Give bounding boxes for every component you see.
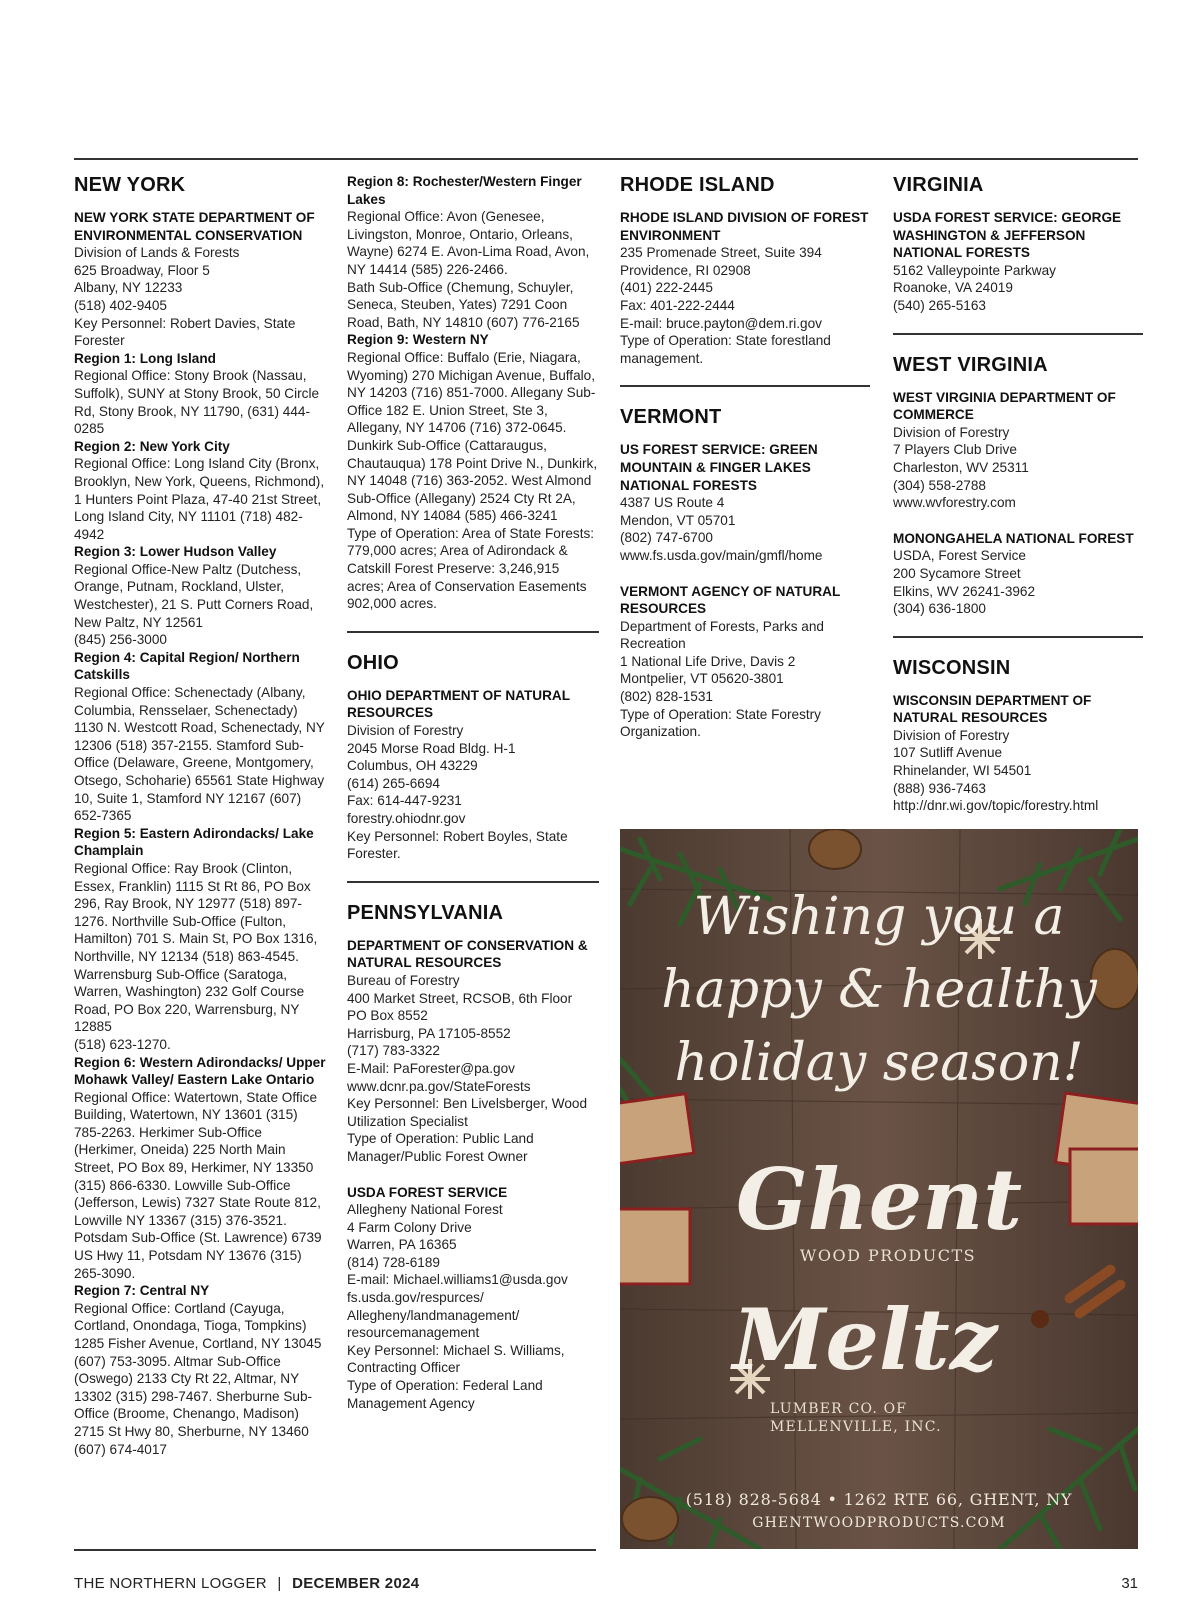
- organization-name: RHODE ISLAND DIVISION OF FOREST ENVIRONMENT: [620, 210, 869, 243]
- listing-text: Key Personnel: Robert Boyles, State Forester.: [347, 828, 568, 862]
- column-virginia-wv-wisconsin: [893, 173, 1143, 815]
- listing-text: Regional Office: Long Island City (Bronx, Brooklyn, New York, Queens, Richmond), 1 Hunters Point Plaza, 47-40 21st Street, Long Island City, NY 11101 (718) 482-4942: [74, 456, 325, 542]
- listing-text: (518) 402-9405: [74, 297, 167, 313]
- region-heading: Region 5: Eastern Adirondacks/ Lake Champlain: [74, 825, 314, 859]
- spacer: [893, 512, 1143, 530]
- listing-text: 7 Players Club Drive: [893, 442, 1017, 458]
- listing-text: Mendon, VT 05701: [620, 512, 736, 528]
- listing-text: Regional Office-New Paltz (Dutchess, Orange, Putnam, Rockland, Ulster, Westchester), 21 S. Putt Corners Road, New Paltz, NY 12561: [74, 561, 314, 630]
- listing-text: (401) 222-2445: [620, 280, 713, 296]
- listing-text: 235 Promenade Street, Suite 394: [620, 245, 822, 261]
- listing-text: Warren, PA 16365: [347, 1237, 457, 1253]
- listing-text: Roanoke, VA 24019: [893, 280, 1013, 296]
- region-heading: Region 3: Lower Hudson Valley: [74, 544, 277, 560]
- organization-name: USDA FOREST SERVICE: GEORGE WASHINGTON & JEFFERSON NATIONAL FORESTS: [893, 210, 1122, 261]
- section-divider: [347, 631, 599, 633]
- ad-website: GHENTWOODPRODUCTS.COM: [752, 1515, 1006, 1531]
- organization-name: US FOREST SERVICE: GREEN MOUNTAIN & FINGER LAKES NATIONAL FORESTS: [620, 442, 818, 493]
- region-heading: Region 6: Western Adirondacks/ Upper Mohawk Valley/ Eastern Lake Ontario: [74, 1054, 326, 1088]
- listing-text: forestry.ohiodnr.gov: [347, 811, 466, 826]
- footer-issue: DECEMBER 2024: [292, 1575, 420, 1592]
- ad-brand-ghent: Ghent: [735, 1150, 1023, 1249]
- listing-text: Key Personnel: Robert Davies, State Forester: [74, 315, 296, 349]
- listing-text: (802) 747-6700: [620, 530, 713, 546]
- listing-text: Key Personnel: Ben Livelsberger, Wood Utilization Specialist: [347, 1096, 588, 1129]
- top-rule: [74, 158, 1138, 160]
- listing-text: Elkins, WV 26241-3962: [893, 583, 1036, 599]
- listing-text: Type of Operation: Public Land Manager/Public Forest Owner: [347, 1131, 534, 1164]
- listing-text: 5162 Valleypointe Parkway: [893, 262, 1056, 278]
- listing-text: (845) 256-3000: [74, 632, 167, 648]
- column-ny-ohio-pennsylvania: [347, 173, 599, 1412]
- organization-name: OHIO DEPARTMENT OF NATURAL RESOURCES: [347, 687, 570, 721]
- page-number: 31: [1121, 1575, 1138, 1592]
- listing-text: Fax: 614-447-9231: [347, 793, 462, 809]
- listing-text: (518) 623-1270.: [74, 1036, 171, 1052]
- organization-name: USDA FOREST SERVICE: [347, 1184, 508, 1200]
- footer-publication: [74, 1575, 419, 1592]
- footer-divider: |: [277, 1575, 282, 1592]
- organization-name: WEST VIRGINIA DEPARTMENT OF COMMERCE: [893, 389, 1116, 423]
- listing-text: 400 Market Street, RCSOB, 6th Floor: [347, 990, 573, 1006]
- footer-title: THE NORTHERN LOGGER: [74, 1575, 267, 1592]
- listing-text: Regional Office: Ray Brook (Clinton, Essex, Franklin) 1115 St Rt 86, PO Box 296, Ray Brook, NY 12977 (518) 897-1276. Northville Sub-Office (Fulton, Hamilton) 701 S. Main St, PO Box 1316, Northville, NY 12134 (518) 863-4545. Warrensburg Sub-Office (Saratoga, Warren, Washington) 232 Golf Course Road, PO Box 220, Warrensburg, NY 12885: [74, 860, 318, 1035]
- listing-text: Bath Sub-Office (Chemung, Schuyler, Seneca, Steuben, Yates) 7291 Coon Road, Bath, NY 14810 (607) 776-2165: [347, 279, 580, 330]
- section-divider: [347, 881, 599, 883]
- state-heading: PENNSYLVANIA: [347, 901, 504, 924]
- listing-text: (614) 265-6694: [347, 775, 440, 791]
- listing-text: (717) 783-3322: [347, 1043, 440, 1059]
- listing-text: Division of Forestry: [347, 723, 464, 739]
- listing-text: Division of Forestry: [893, 424, 1010, 440]
- listing-text: Allegheny National Forest: [347, 1202, 503, 1218]
- section-divider: [893, 636, 1143, 638]
- state-heading: WEST VIRGINIA: [893, 353, 1048, 376]
- listing-text: Type of Operation: Federal Land Management Agency: [347, 1378, 543, 1411]
- region-heading: Region 8: Rochester/Western Finger Lakes: [347, 174, 582, 207]
- ad-brand-meltz: Meltz: [732, 1290, 998, 1389]
- listing-text: 1 National Life Drive, Davis 2: [620, 653, 796, 669]
- listing-text: Type of Operation: State forestland management.: [620, 333, 831, 366]
- listing-text: Columbus, OH 43229: [347, 758, 478, 774]
- listing-text: PO Box 8552: [347, 1008, 428, 1024]
- holiday-advertisement: [620, 829, 1138, 1549]
- listing-text: www.dcnr.pa.gov/StateForests: [347, 1078, 531, 1094]
- ad-greeting-line-3: holiday season!: [674, 1033, 1084, 1093]
- state-heading: OHIO: [347, 651, 399, 674]
- listing-text: Division of Lands & Forests: [74, 245, 240, 261]
- listing-text: Division of Forestry: [893, 727, 1010, 743]
- organization-name: NEW YORK STATE DEPARTMENT OF ENVIRONMENTAL CONSERVATION: [74, 210, 315, 243]
- listing-text: 107 Sutliff Avenue: [893, 745, 1003, 761]
- listing-text: Regional Office: Schenectady (Albany, Columbia, Rensselaer, Schenectady) 1130 N. Westcott Road, Schenectady, NY 12306 (518) 357-2155. Stamford Sub-Office (Delaware, Greene, Montgomery, Otsego, Schoharie) 65561 State Highway 10, Suite 1, Stamford NY 12167 (607) 652-7365: [74, 685, 325, 824]
- listing-text: Regional Office: Stony Brook (Nassau, Suffolk), SUNY at Stony Brook, 50 Circle Rd, Stony Brook, NY 11790, (631) 444-0285: [74, 368, 320, 437]
- listing-text: E-mail: Michael.williams1@usda.gov: [347, 1272, 568, 1288]
- region-heading: Region 7: Central NY: [74, 1283, 210, 1299]
- section-divider: [893, 333, 1143, 335]
- listing-text: Charleston, WV 25311: [893, 459, 1029, 475]
- spacer: [347, 1166, 599, 1184]
- ad-brand-meltz-subtitle-1: LUMBER CO. OF: [770, 1401, 908, 1417]
- listing-text: (814) 728-6189: [347, 1254, 440, 1270]
- listing-text: Albany, NY 12233: [74, 280, 183, 296]
- listing-text: www.wvforestry.com: [893, 495, 1016, 511]
- listing-text: Regional Office: Cortland (Cayuga, Cortland, Onondaga, Tioga, Tompkins) 1285 Fisher Avenue, Cortland, NY 13045 (607) 753-3095. Altmar Sub-Office (Oswego) 2133 Cty Rt 22, Altmar, NY 13302 (315) 298-7467. Sherburne Sub-Office (Broome, Chenango, Madison) 2715 St Hwy 80, Sherburne, NY 13460 (607) 674-4017: [74, 1300, 322, 1457]
- column-new-york: [74, 173, 326, 1458]
- listing-text: Regional Office: Watertown, State Office Building, Watertown, NY 13601 (315) 785-2263. Herkimer Sub-Office (Herkimer, Oneida) 225 North Main Street, PO Box 89, Herkimer, NY 13350 (315) 866-6330. Lowville Sub-Office (Jefferson, Lewis) 7327 State Route 812, Lowville NY 13367 (315) 376-3521. Potsdam Sub-Office (St. Lawrence) 6739 US Hwy 11, Potsdam NY 13676 (315) 265-3090.: [74, 1089, 322, 1281]
- section-divider: [620, 385, 870, 387]
- organization-name: VERMONT AGENCY OF NATURAL RESOURCES: [620, 583, 841, 617]
- state-heading: RHODE ISLAND: [620, 174, 775, 196]
- listing-text: Fax: 401-222-2444: [620, 297, 735, 313]
- region-heading: Region 2: New York City: [74, 438, 230, 454]
- ad-contact-line: (518) 828-5684 • 1262 RTE 66, GHENT, NY: [685, 1490, 1073, 1509]
- listing-text: Department of Forests, Parks and Recreation: [620, 618, 824, 652]
- listing-text: 2045 Morse Road Bldg. H-1: [347, 740, 516, 756]
- listing-text: Bureau of Forestry: [347, 972, 460, 988]
- bottom-rule: [74, 1549, 596, 1551]
- listing-text: fs.usda.gov/respurces/ Allegheny/landmanagement/ resourcemanagement: [347, 1290, 520, 1341]
- listing-text: Regional Office: Avon (Genesee, Livingston, Monroe, Ontario, Orleans, Wayne) 6274 E. Avon-Lima Road, Avon, NY 14414 (585) 226-2466.: [347, 209, 590, 277]
- listing-text: 4 Farm Colony Drive: [347, 1219, 472, 1235]
- ad-brand-meltz-subtitle-2: MELLENVILLE, INC.: [770, 1419, 942, 1435]
- listing-text: http://dnr.wi.gov/topic/forestry.html: [893, 798, 1099, 814]
- region-heading: Region 9: Western NY: [347, 332, 489, 348]
- region-heading: Region 1: Long Island: [74, 350, 216, 366]
- organization-name: DEPARTMENT OF CONSERVATION & NATURAL RESOURCES: [347, 937, 588, 971]
- listing-text: (540) 265-5163: [893, 297, 986, 313]
- ad-brand-ghent-subtitle: WOOD PRODUCTS: [799, 1246, 977, 1265]
- listing-text: E-Mail: PaForester@pa.gov: [347, 1060, 515, 1076]
- holiday-ad-graphic: [620, 829, 1138, 1549]
- organization-name: MONONGAHELA NATIONAL FOREST: [893, 530, 1134, 546]
- state-heading: WISCONSIN: [893, 656, 1011, 679]
- listing-text: E-mail: bruce.payton@dem.ri.gov: [620, 315, 822, 331]
- listing-text: Montpelier, VT 05620-3801: [620, 671, 784, 687]
- listing-text: Type of Operation: State Forestry Organization.: [620, 706, 821, 740]
- listing-text: (888) 936-7463: [893, 780, 986, 796]
- listing-text: (304) 558-2788: [893, 477, 986, 493]
- listing-text: 625 Broadway, Floor 5: [74, 262, 210, 278]
- listing-text: www.fs.usda.gov/main/gmfl/home: [620, 547, 823, 563]
- state-heading: NEW YORK: [74, 174, 186, 196]
- spacer: [620, 565, 870, 583]
- listing-text: USDA, Forest Service: [893, 548, 1026, 564]
- listing-text: Regional Office: Buffalo (Erie, Niagara, Wyoming) 270 Michigan Avenue, Buffalo, NY 14203 (716) 851-7000. Allegany Sub-Office 182 E. Union Street, Ste 3, Allegany, NY 14706 (716) 372-0645. Dunkirk Sub-Office (Cattaraugus, Chautauqua) 178 Point Drive N., Dunkirk, NY 14048 (716) 363-2052. West Almond Sub-Office (Allegany) 2524 Cty Rt 2A, Almond, NY 14084 (585) 466-3241: [347, 349, 598, 524]
- listing-text: Rhinelander, WI 54501: [893, 763, 1032, 779]
- state-heading: VIRGINIA: [893, 174, 984, 196]
- state-heading: VERMONT: [620, 406, 722, 429]
- listing-text: Type of Operation: Area of State Forests: 779,000 acres; Area of Adirondack & Catskill Forest Preserve: 3,246,915 acres; Area of Conservation Easements 902,000 acres.: [347, 525, 595, 612]
- listing-text: 200 Sycamore Street: [893, 565, 1021, 581]
- column-rhode-island-vermont: [620, 173, 870, 741]
- ad-greeting-line-2: happy & healthy: [661, 960, 1097, 1020]
- organization-name: WISCONSIN DEPARTMENT OF NATURAL RESOURCES: [893, 692, 1092, 726]
- ad-greeting-line-1: Wishing you a: [693, 887, 1065, 947]
- region-heading: Region 4: Capital Region/ Northern Catskills: [74, 649, 300, 683]
- listing-text: (802) 828-1531: [620, 689, 713, 705]
- listing-text: 4387 US Route 4: [620, 495, 725, 511]
- listing-text: (304) 636-1800: [893, 601, 986, 617]
- listing-text: Harrisburg, PA 17105-8552: [347, 1025, 511, 1041]
- listing-text: Key Personnel: Michael S. Williams, Contracting Officer: [347, 1342, 565, 1376]
- listing-text: Providence, RI 02908: [620, 262, 751, 278]
